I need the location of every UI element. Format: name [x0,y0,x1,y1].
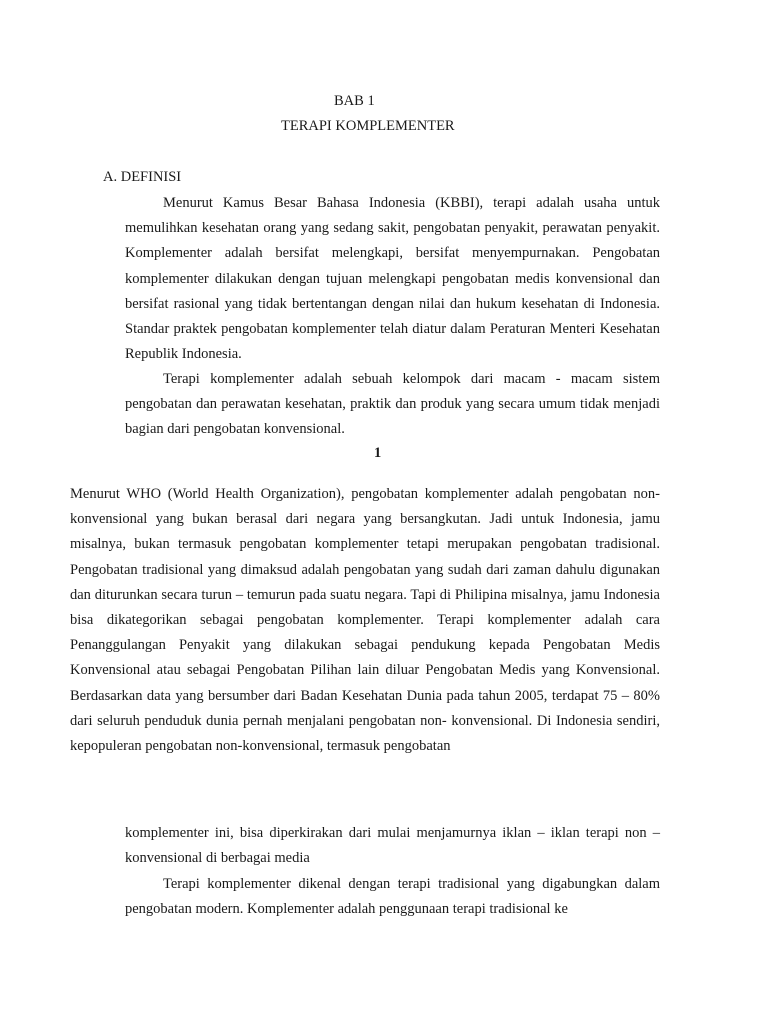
paragraph-continuation: komplementer ini, bisa diperkirakan dari mulai menjamurnya iklan – iklan terapi non – konvensional di berbagai media [125,825,660,867]
chapter-title-text: TERAPI KOMPLEMENTER [281,118,455,134]
chapter-label: BAB 1 [334,93,375,109]
paragraph-kbbi-definition: Menurut Kamus Besar Bahasa Indonesia (KBBI), terapi adalah usaha untuk memulihkan kesehatan orang yang sedang sakit, pengobatan penyakit, perawatan penyakit. Komplementer adalah bersifat melengkapi, bersifat menyempurnakan. Pengobatan komplementer dilakukan dengan tujuan melengkapi pengobatan medis konvensional dan bersifat rasional yang tidak bertentangan dengan nilai dan hukum kesehatan di Indonesia. Standar praktek pengobatan komplementer telah diatur dalam Peraturan Menteri Kesehatan Republik Indonesia. [125,195,660,363]
section-heading: A. DEFINISI [103,169,182,185]
page-number: 1 [374,445,382,461]
paragraph-complementary-definition: Terapi komplementer adalah sebuah kelompok dari macam - macam sistem pengobatan dan perawatan kesehatan, praktik dan produk yang secara umum tidak menjadi bagian dari pengobatan konvensional. [125,371,660,438]
paragraph-traditional-therapy: Terapi komplementer dikenal dengan terapi tradisional yang digabungkan dalam pengobatan modern. Komplementer adalah penggunaan terapi tradisional ke [125,876,660,918]
paragraph-who-definition: Menurut WHO (World Health Organization), pengobatan komplementer adalah pengobatan non- konvensional yang bukan berasal dari negara yang bersangkutan. Jadi untuk Indonesia, jamu misalnya, bukan termasuk pengobatan komplementer tetapi merupakan pengobatan tradisional. Pengobatan tradisional yang dimaksud adalah pengobatan yang sudah dari zaman dahulu digunakan dan diturunkan secara turun – temurun pada suatu negara. Tapi di Philipina misalnya, jamu Indonesia bisa dikategorikan sebagai pengobatan komplementer. Terapi komplementer adalah cara Penanggulangan Penyakit yang dilakukan sebagai pendukung kepada Pengobatan Medis Konvensional atau sebagai Pengobatan Pilihan lain diluar Pengobatan Medis yang Konvensional. Berdasarkan data yang bersumber dari Badan Kesehatan Dunia pada tahun 2005, terdapat 75 – 80% dari seluruh penduduk dunia pernah menjalani pengobatan non- konvensional. Di Indonesia sendiri, kepopuleran pengobatan non-konvensional, termasuk pengobatan [70,486,660,755]
